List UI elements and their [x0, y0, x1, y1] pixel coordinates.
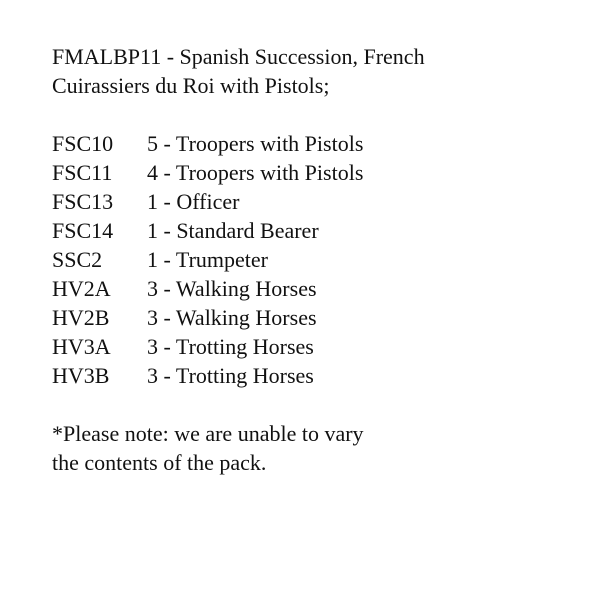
- note-line-1: *Please note: we are unable to vary: [52, 421, 364, 446]
- spacer: [52, 390, 572, 419]
- item-list: [52, 129, 572, 390]
- list-item: [52, 216, 572, 245]
- list-item: [52, 245, 572, 274]
- item-code: HV2A: [52, 276, 111, 301]
- list-item: [52, 361, 572, 390]
- item-code: FSC11: [52, 160, 113, 185]
- list-item: [52, 303, 572, 332]
- pack-title-line-2: Cuirassiers du Roi with Pistols;: [52, 73, 330, 98]
- item-description: 3 - Trotting Horses: [147, 363, 314, 388]
- list-item: [52, 332, 572, 361]
- item-description: 1 - Trumpeter: [147, 247, 268, 272]
- spacer: [52, 100, 572, 129]
- item-code: FSC13: [52, 189, 114, 214]
- list-item: [52, 274, 572, 303]
- pack-contents-document: [52, 42, 572, 477]
- item-code: FSC14: [52, 218, 114, 243]
- item-description: 1 - Standard Bearer: [147, 218, 319, 243]
- list-item: [52, 129, 572, 158]
- item-code: HV3A: [52, 334, 111, 359]
- item-description: 1 - Officer: [147, 189, 240, 214]
- item-code: HV2B: [52, 305, 110, 330]
- item-description: 3 - Walking Horses: [147, 305, 317, 330]
- item-description: 4 - Troopers with Pistols: [147, 160, 364, 185]
- item-code: SSC2: [52, 247, 103, 272]
- item-description: 5 - Troopers with Pistols: [147, 131, 364, 156]
- item-description: 3 - Trotting Horses: [147, 334, 314, 359]
- item-description: 3 - Walking Horses: [147, 276, 317, 301]
- item-code: HV3B: [52, 363, 110, 388]
- list-item: [52, 187, 572, 216]
- item-code: FSC10: [52, 131, 114, 156]
- list-item: [52, 158, 572, 187]
- pack-title-line-1: FMALBP11 - Spanish Succession, French: [52, 44, 425, 69]
- note-line-2: the contents of the pack.: [52, 450, 267, 475]
